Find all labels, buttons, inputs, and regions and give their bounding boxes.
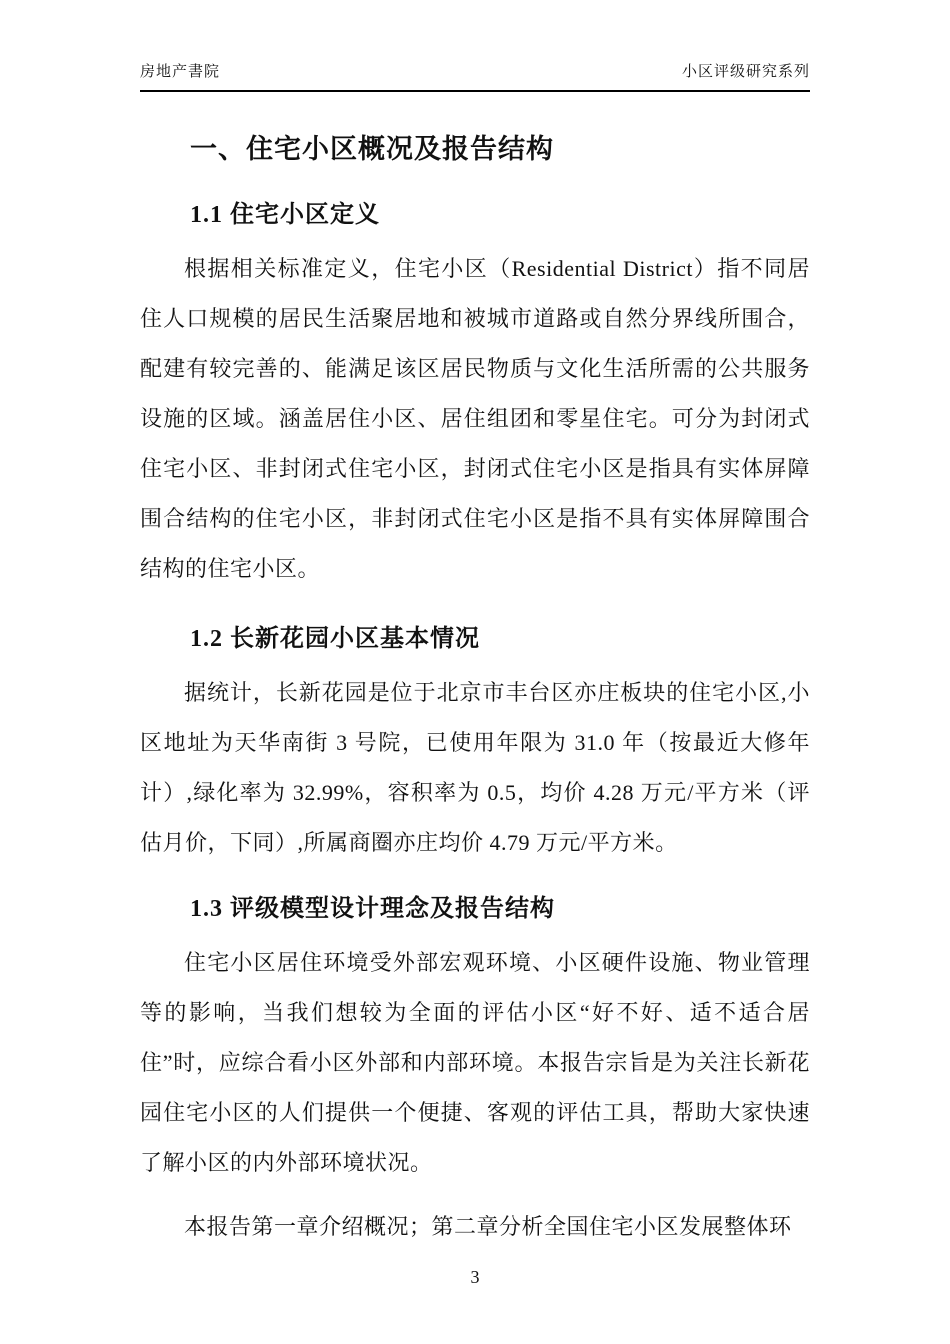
header-right-text: 小区评级研究系列	[681, 64, 810, 80]
section-heading-1-1: 1.1 住宅小区定义	[190, 202, 380, 228]
document-title: 一、住宅小区概况及报告结构	[190, 134, 554, 164]
section-1-3	[140, 894, 810, 1252]
page-number: 3	[470, 1267, 480, 1287]
section-1-1	[140, 200, 810, 594]
section-heading-1-2: 1.2 长新花园小区基本情况	[190, 626, 480, 652]
paragraph-basic-info: 据统计，长新花园是位于北京市丰台区亦庄板块的住宅小区,小区地址为天华南街 3 号院，已使用年限为 31.0 年（按最近大修年计）,绿化率为 32.99%，容积率为 0.5，均价 4.28 万元/平方米（评估月价，下同）,所属商圈亦庄均价 4.79 万元/平方米。	[140, 680, 810, 855]
paragraph-definition: 根据相关标准定义，住宅小区（Residential District）指不同居住人口规模的居民生活聚居地和被城市道路或自然分界线所围合，配建有较完善的、能满足该区居民物质与文化生活所需的公共服务设施的区域。涵盖居住小区、居住组团和零星住宅。可分为封闭式住宅小区、非封闭式住宅小区，封闭式住宅小区是指具有实体屏障围合结构的住宅小区，非封闭式住宅小区是指不具有实体屏障围合结构的住宅小区。	[140, 256, 810, 581]
section-heading-1-3: 1.3 评级模型设计理念及报告结构	[190, 896, 555, 922]
section-1-2	[140, 624, 810, 868]
page-header	[140, 60, 810, 92]
header-left-text: 房地产書院	[140, 64, 221, 80]
paragraph-report-structure: 本报告第一章介绍概况；第二章分析全国住宅小区发展整体环	[184, 1214, 792, 1239]
paragraph-design-concept: 住宅小区居住环境受外部宏观环境、小区硬件设施、物业管理等的影响，当我们想较为全面的评估小区“好不好、适不适合居住”时，应综合看小区外部和内部环境。本报告宗旨是为关注长新花园住宅小区的人们提供一个便捷、客观的评估工具，帮助大家快速了解小区的内外部环境状况。	[140, 950, 810, 1175]
